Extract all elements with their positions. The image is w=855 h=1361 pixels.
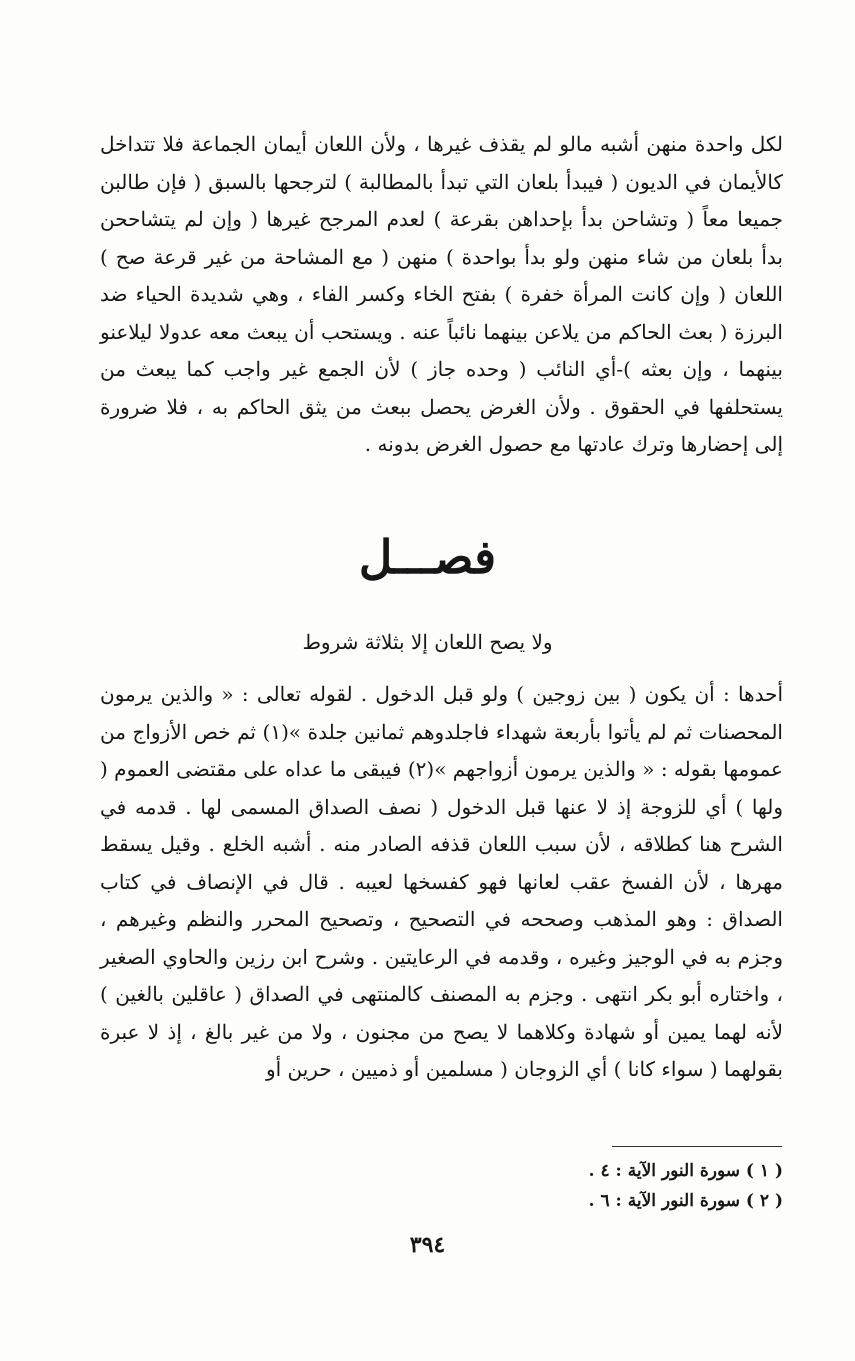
section-subheading: ولا يصح اللعان إلا بثلاثة شروط xyxy=(302,630,553,654)
paragraph-conditions: أحدها : أن يكون ( بين زوجين ) ولو قبل الدخول . لقوله تعالى : « والذين يرمون المحصنات ثم لم يأتوا بأربعة شهداء فاجلدوهم ثمانين جلدة »(١) ثم خص الأزواج من عمومها بقوله : « والذين يرمون أزواجهم »(٢) فيبقى ما عداه على مقتضى العموم ( ولها ) أي للزوجة إذ لا عنها قبل الدخول ( نصف الصداق المسمى لها . قدمه في الشرح هنا كطلاقه ، لأن سبب اللعان قذفه الصادر منه . أشبه الخلع . وقيل يسقط مهرها ، لأن الفسخ عقب لعانها فهو كفسخها لعيبه . قال في الإنصاف في كتاب الصداق : وهو المذهب وصححه في التصحيح ، وتصحيح المحرر والنظم وغيرهم ، وجزم به في الوجيز وغيره ، وقدمه في الرعايتين . وشرح ابن رزين والحاوي الصغير ، واختاره أبو بكر انتهى . وجزم به المصنف كالمنتهى في الصداق ( عاقلين بالغين ) لأنه لهما يمين أو شهادة وكلاهما لا يصح من مجنون ، ولا من غير بالغ ، إذ لا عبرة بقولهما ( سواء كانا ) أي الزوجان ( مسلمين أو ذميين ، حرين أو xyxy=(100,682,783,1081)
footnote-1: ( ١ ) سورة النور الآية : ٤ . xyxy=(588,1161,783,1181)
paragraph-continuation: لكل واحدة منهن أشبه مالو لم يقذف غيرها ، ولأن اللعان أيمان الجماعة فلا تتداخل كالأيمان في الديون ( فيبدأ بلعان التي تبدأ بالمطالبة ) لترجحها بالسبق ( فإن طالبن جميعا معاً ( وتشاحن بدأ بإحداهن بقرعة ) لعدم المرجح غيرها ( وإن لم يتشاححن بدأ بلعان من شاء منهن ولو بدأ بواحدة ) منهن ( مع المشاحة من غير قرعة صح ) اللعان ( وإن كانت المرأة خفرة ) بفتح الخاء وكسر الفاء ، وهي شديدة الحياء ضد البرزة ( بعث الحاكم من يلاعن بينهما نائباً عنه . ويستحب أن يبعث معه عدولا ليلاعنو بينهما ، وإن بعثه )-أي النائب ( وحده جاز ) لأن الجمع غير واجب كما يبعث من يستحلفها في الحقوق . ولأن الغرض يحصل ببعث من يثق الحاكم به ، فلا ضرورة إلى إحضارها وترك عادتها مع حصول الغرض بدونه . xyxy=(100,132,783,456)
page-number: ٣٩٤ xyxy=(409,1232,446,1258)
footnote-divider xyxy=(612,1146,782,1147)
footnote-2: ( ٢ ) سورة النور الآية : ٦ . xyxy=(588,1191,783,1211)
section-heading: فصـــل xyxy=(358,530,497,584)
